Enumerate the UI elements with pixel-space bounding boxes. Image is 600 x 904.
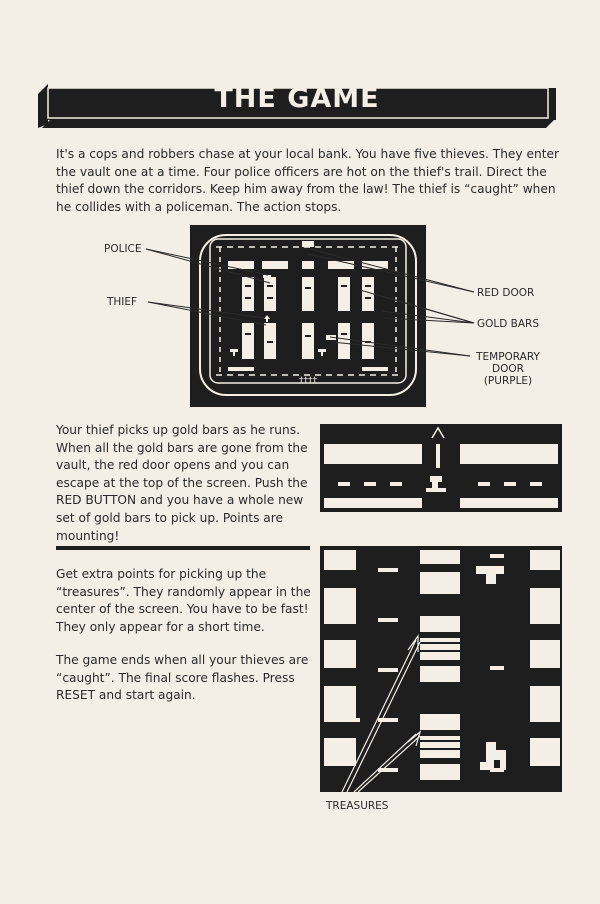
game-end-paragraph: The game ends when all your thieves are “caught”. The final score flashes. Press RESET and start again. (56, 653, 309, 703)
label-temporary-door-line3: (PURPLE) (483, 375, 533, 387)
page-title: THE GAME (214, 83, 380, 114)
section-divider (56, 546, 310, 550)
label-temporary-door (468, 351, 548, 387)
label-temporary-door-line1: TEMPORARY (476, 351, 540, 363)
lives-remaining: †††† (299, 376, 317, 386)
gold-bars-paragraph: Your thief picks up gold bars as he runs. When all the gold bars are gone from the vault, the red door opens and you can escape at the top of the screen. Push the RED BUTTON and you have a whole new set of gold bars to pick up. Points are mounting! (56, 423, 308, 543)
label-treasures: TREASURES (326, 800, 389, 812)
label-temporary-door-line2: DOOR (492, 363, 524, 375)
label-red-door: RED DOOR (477, 287, 535, 299)
treasures-paragraph: Get extra points for picking up the “treasures”. They randomly appear in the center of the screen. You have to be fast! They only appear for a short time. (56, 567, 311, 634)
label-police: POLICE (104, 243, 142, 255)
intro-paragraph: It's a cops and robbers chase at your local bank. You have five thieves. They enter the vault one at a time. Four police officers are hot on the thief's trail. Direct the thief down the corridors. Keep him away from the law! The thief is “caught” when he collides with a policeman. The action stops. (56, 147, 560, 214)
label-gold-bars: GOLD BARS (477, 318, 540, 330)
treasures-screen-illustration (320, 546, 562, 792)
label-thief: THIEF (107, 296, 138, 308)
escape-screen-illustration (320, 424, 562, 512)
